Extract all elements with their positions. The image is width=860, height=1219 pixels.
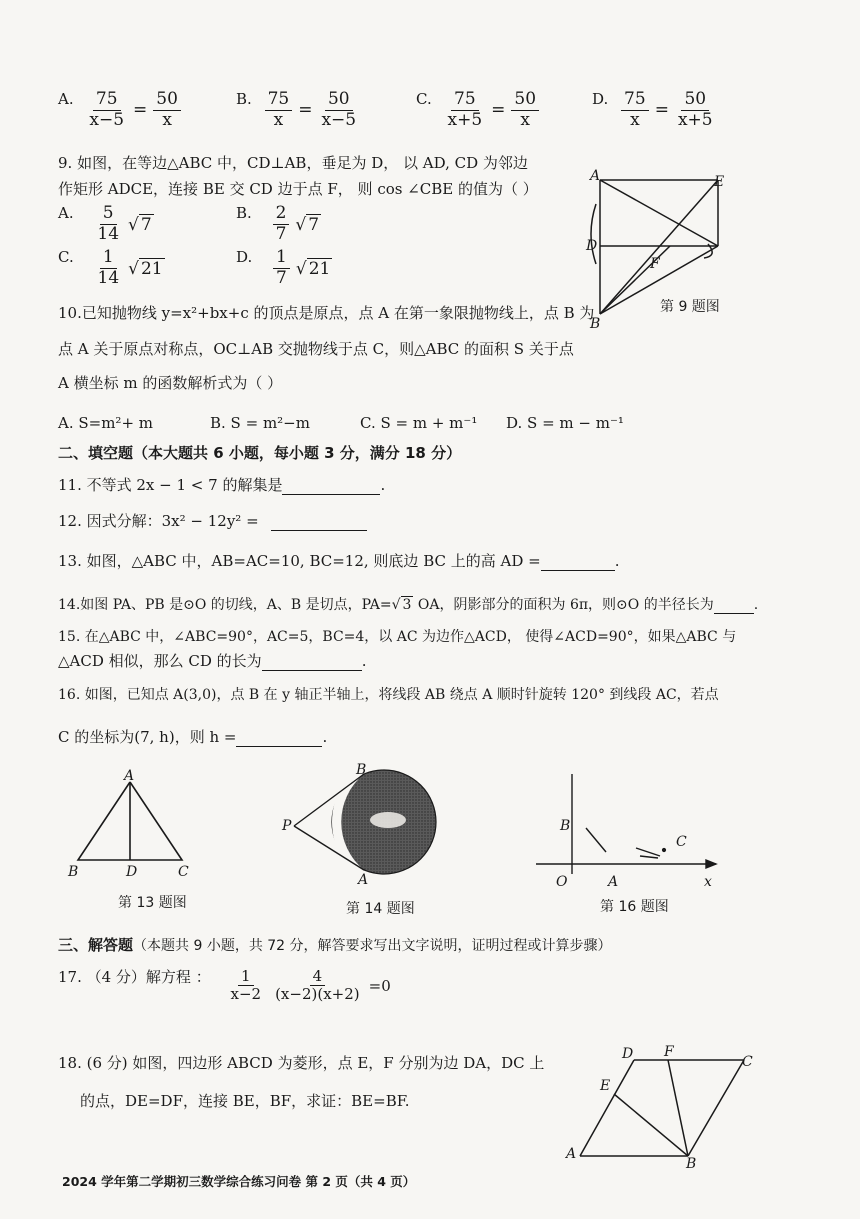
- answer-blank: [282, 494, 380, 495]
- q10-option-a: A. S=m²+ m: [58, 414, 154, 432]
- fraction-numerator: 5: [100, 205, 117, 225]
- fraction-denominator: 14: [97, 267, 120, 288]
- option-label: B.: [236, 90, 252, 108]
- segment-ac: [600, 180, 718, 246]
- fraction-numerator: 50: [681, 91, 709, 111]
- q8-option-c: C. $\frac{75}{x+5}$ = $\frac{50}{x}$: [416, 90, 541, 130]
- q13: 13. 如图，△ABC 中，AB=AC=10, BC=12, 则底边 BC 上的高 AD = .: [58, 552, 620, 570]
- point-f-label: F: [664, 1044, 674, 1060]
- q8-option-d: D. $\frac{75}{x}$ = $\frac{50}{x+5}$: [592, 90, 718, 130]
- fraction-denominator: x−5: [89, 109, 125, 130]
- point-c-label: C: [676, 834, 687, 850]
- point-d-label: D: [622, 1046, 634, 1062]
- option-label: D.: [236, 248, 253, 266]
- figure-16-caption: 第 16 题图: [600, 899, 669, 915]
- q14-text-pre: 14.如图 PA、PB 是⊙O 的切线，A、B 是切点，PA=: [58, 597, 392, 613]
- q15-line2: △ACD 相似，那么 CD 的长为: [58, 652, 262, 670]
- q12: [58, 510, 367, 531]
- x-axis-label: x: [704, 874, 712, 890]
- fraction-numerator: 1: [273, 249, 290, 269]
- fraction-numerator: 4: [310, 969, 326, 987]
- point-c-label: C: [178, 864, 189, 880]
- answer-blank: [236, 746, 322, 747]
- fraction-denominator: x+5: [447, 109, 483, 130]
- radicand: 3: [402, 597, 412, 613]
- q14: 14.如图 PA、PB 是⊙O 的切线，A、B 是切点，PA= √ 3 OA，阴影部分的面积为 6π，则⊙O 的半径长为 .: [58, 597, 759, 613]
- point-a-label: A: [358, 872, 369, 886]
- radicand: 21: [140, 258, 163, 279]
- q10-line1: 10.已知抛物线 y=x²+bx+c 的顶点是原点，点 A 在第一象限抛物线上，点 B 为: [58, 304, 595, 322]
- q9-option-a: A. $\frac{5}{14}$ √ 7: [58, 203, 152, 244]
- option-label: D.: [592, 90, 609, 108]
- q8-option-b: B. $\frac{75}{x}$ = $\frac{50}{x-5}$: [236, 90, 361, 130]
- radicand: 7: [140, 214, 152, 235]
- q12-text: 12. 因式分解：3x² − 12y² =: [58, 512, 259, 530]
- section-3-header: [58, 934, 612, 955]
- q9-option-c: C. $\frac{1}{14}$ √ 21: [58, 247, 163, 288]
- radicand: 7: [308, 214, 320, 235]
- fraction-numerator: 75: [621, 91, 649, 111]
- fraction-denominator: (x−2)(x+2): [275, 985, 360, 1004]
- q11: 11. 不等式 2x − 1 < 7 的解集是 .: [58, 476, 386, 494]
- q8-option-a: A. $\frac{75}{x-5}$ = $\frac{50}{x}$: [58, 90, 183, 130]
- fraction-numerator: 75: [451, 91, 479, 111]
- figure-18: [560, 1040, 770, 1170]
- point-b-label: B: [686, 1156, 697, 1170]
- q10-option-c: C. S = m + m⁻¹: [360, 414, 478, 432]
- figure-16: [530, 770, 730, 890]
- segment-be: [600, 180, 718, 314]
- point-o-label: O: [556, 874, 568, 890]
- point-c-dot: [663, 849, 666, 852]
- figure-14-caption: 第 14 题图: [346, 901, 415, 917]
- fraction-numerator: 1: [100, 249, 117, 269]
- side-da: [580, 1060, 634, 1156]
- q10-option-d: D. S = m − m⁻¹: [506, 414, 624, 432]
- fraction-denominator: x+5: [677, 109, 713, 130]
- option-label: B.: [236, 204, 252, 222]
- fraction-denominator: 7: [276, 267, 287, 288]
- page-footer: 2024 学年第二学期初三数学综合练习问卷 第 2 页（共 4 页）: [62, 1174, 416, 1189]
- fraction-denominator: x: [162, 109, 172, 130]
- q9-option-b: B. $\frac{2}{7}$ √ 7: [236, 203, 320, 244]
- q10-option-b: B. S = m²−m: [210, 414, 310, 432]
- segment-ac-mark: [640, 856, 658, 858]
- option-label: C.: [416, 90, 432, 108]
- figure-9-caption: 第 9 题图: [660, 299, 720, 315]
- annotation-mark: [591, 204, 596, 264]
- q14-text-post: OA，阴影部分的面积为 6π，则⊙O 的半径长为: [413, 597, 714, 613]
- q18-line2: 的点，DE=DF，连接 BE，BF，求证：BE=BF.: [80, 1092, 410, 1110]
- point-p-label: P: [282, 818, 292, 834]
- q17-suffix: =0: [368, 976, 391, 995]
- fraction-denominator: x: [273, 109, 284, 130]
- point-a-label: A: [608, 874, 619, 890]
- option-label: A.: [58, 90, 74, 108]
- point-b-label: B: [68, 864, 79, 880]
- answer-blank: [541, 570, 615, 571]
- point-b-label: B: [356, 762, 367, 778]
- highlight-spot: [370, 812, 406, 828]
- fraction-numerator: 50: [153, 91, 181, 111]
- fraction-numerator: 2: [273, 205, 290, 225]
- q15: △ACD 相似，那么 CD 的长为 .: [58, 652, 367, 670]
- figure-14: [280, 760, 450, 886]
- fraction-numerator: 50: [325, 91, 353, 111]
- fraction-denominator: x−5: [321, 109, 357, 130]
- point-d-label: D: [126, 864, 138, 880]
- radicand: 21: [308, 258, 331, 279]
- figure-13-caption: 第 13 题图: [118, 895, 187, 911]
- segment-ab: [586, 828, 606, 852]
- q18-line1: 18. (6 分) 如图，四边形 ABCD 为菱形，点 E，F 分别为边 DA，DC 上: [58, 1054, 545, 1072]
- fraction-denominator: 14: [97, 223, 120, 244]
- q9-line1: 9. 如图，在等边△ABC 中，CD⊥AB，垂足为 D， 以 AD, CD 为邻边: [58, 154, 528, 172]
- point-a-label: A: [566, 1146, 577, 1162]
- q9-line2: 作矩形 ADCE，连接 BE 交 CD 边于点 F， 则 cos ∠CBE 的值为（ ）: [58, 180, 538, 198]
- point-b-label: B: [560, 818, 571, 834]
- fraction-numerator: 75: [265, 91, 293, 111]
- side-bc: [688, 1060, 744, 1156]
- fraction-denominator: 7: [275, 223, 287, 244]
- option-label: A.: [58, 204, 74, 222]
- point-f-label: F: [650, 256, 660, 272]
- q17-prefix: 17. （4 分）解方程 ：: [58, 968, 211, 986]
- fraction-numerator: 50: [511, 91, 539, 111]
- section-3-note: （本题共 9 小题，共 72 分，解答要求写出文字说明，证明过程或计算步骤）: [133, 938, 612, 954]
- point-e-label: E: [600, 1078, 611, 1094]
- option-label: C.: [58, 248, 74, 266]
- q16-line1: 16. 如图，已知点 A(3,0)，点 B 在 y 轴正半轴上，将线段 AB 绕点 A 顺时针旋转 120° 到线段 AC，若点: [58, 687, 719, 703]
- q9-option-d: D. $\frac{1}{7}$ √ 21: [236, 247, 331, 288]
- answer-blank: [271, 530, 367, 531]
- q15-line1: 15. 在△ABC 中，∠ABC=90°，AC=5，BC=4，以 AC 为边作△ACD， 使得∠ACD=90°，如果△ABC 与: [58, 629, 737, 645]
- point-a-label: A: [590, 168, 601, 184]
- q16: C 的坐标为(7, h)，则 h = .: [58, 728, 328, 746]
- q10-line3: A 横坐标 m 的函数解析式为（ ）: [58, 374, 283, 392]
- point-d-label: D: [586, 238, 598, 254]
- x-axis-arrow: [706, 860, 716, 868]
- point-a-label: A: [124, 768, 135, 784]
- point-e-label: E: [714, 174, 725, 190]
- point-c-label: C: [742, 1054, 753, 1070]
- q10-line2: 点 A 关于原点对称点，OC⊥AB 交抛物线于点 C，则△ABC 的面积 S 关于点: [58, 340, 574, 358]
- answer-blank: [262, 670, 362, 671]
- fraction-denominator: x: [520, 109, 531, 130]
- q17: [58, 966, 391, 1003]
- fraction-numerator: 75: [93, 91, 121, 111]
- segment-ac: [636, 848, 660, 856]
- fraction-denominator: x−2: [230, 985, 262, 1004]
- q11-text: 11. 不等式 2x − 1 < 7 的解集是: [58, 476, 283, 494]
- q16-line2: C 的坐标为(7, h)，则 h =: [58, 728, 237, 746]
- section-3-heading: 三、解答题: [58, 936, 134, 954]
- point-b-label: B: [590, 316, 601, 332]
- fraction-denominator: x: [630, 109, 640, 130]
- fraction-numerator: 1: [238, 969, 254, 987]
- section-2-heading: 二、填空题（本大题共 6 小题，每小题 3 分，满分 18 分）: [58, 444, 462, 462]
- q13-text: 13. 如图，△ABC 中，AB=AC=10, BC=12, 则底边 BC 上的高 AD =: [58, 552, 541, 570]
- answer-blank: [714, 613, 754, 614]
- figure-13: [64, 766, 204, 884]
